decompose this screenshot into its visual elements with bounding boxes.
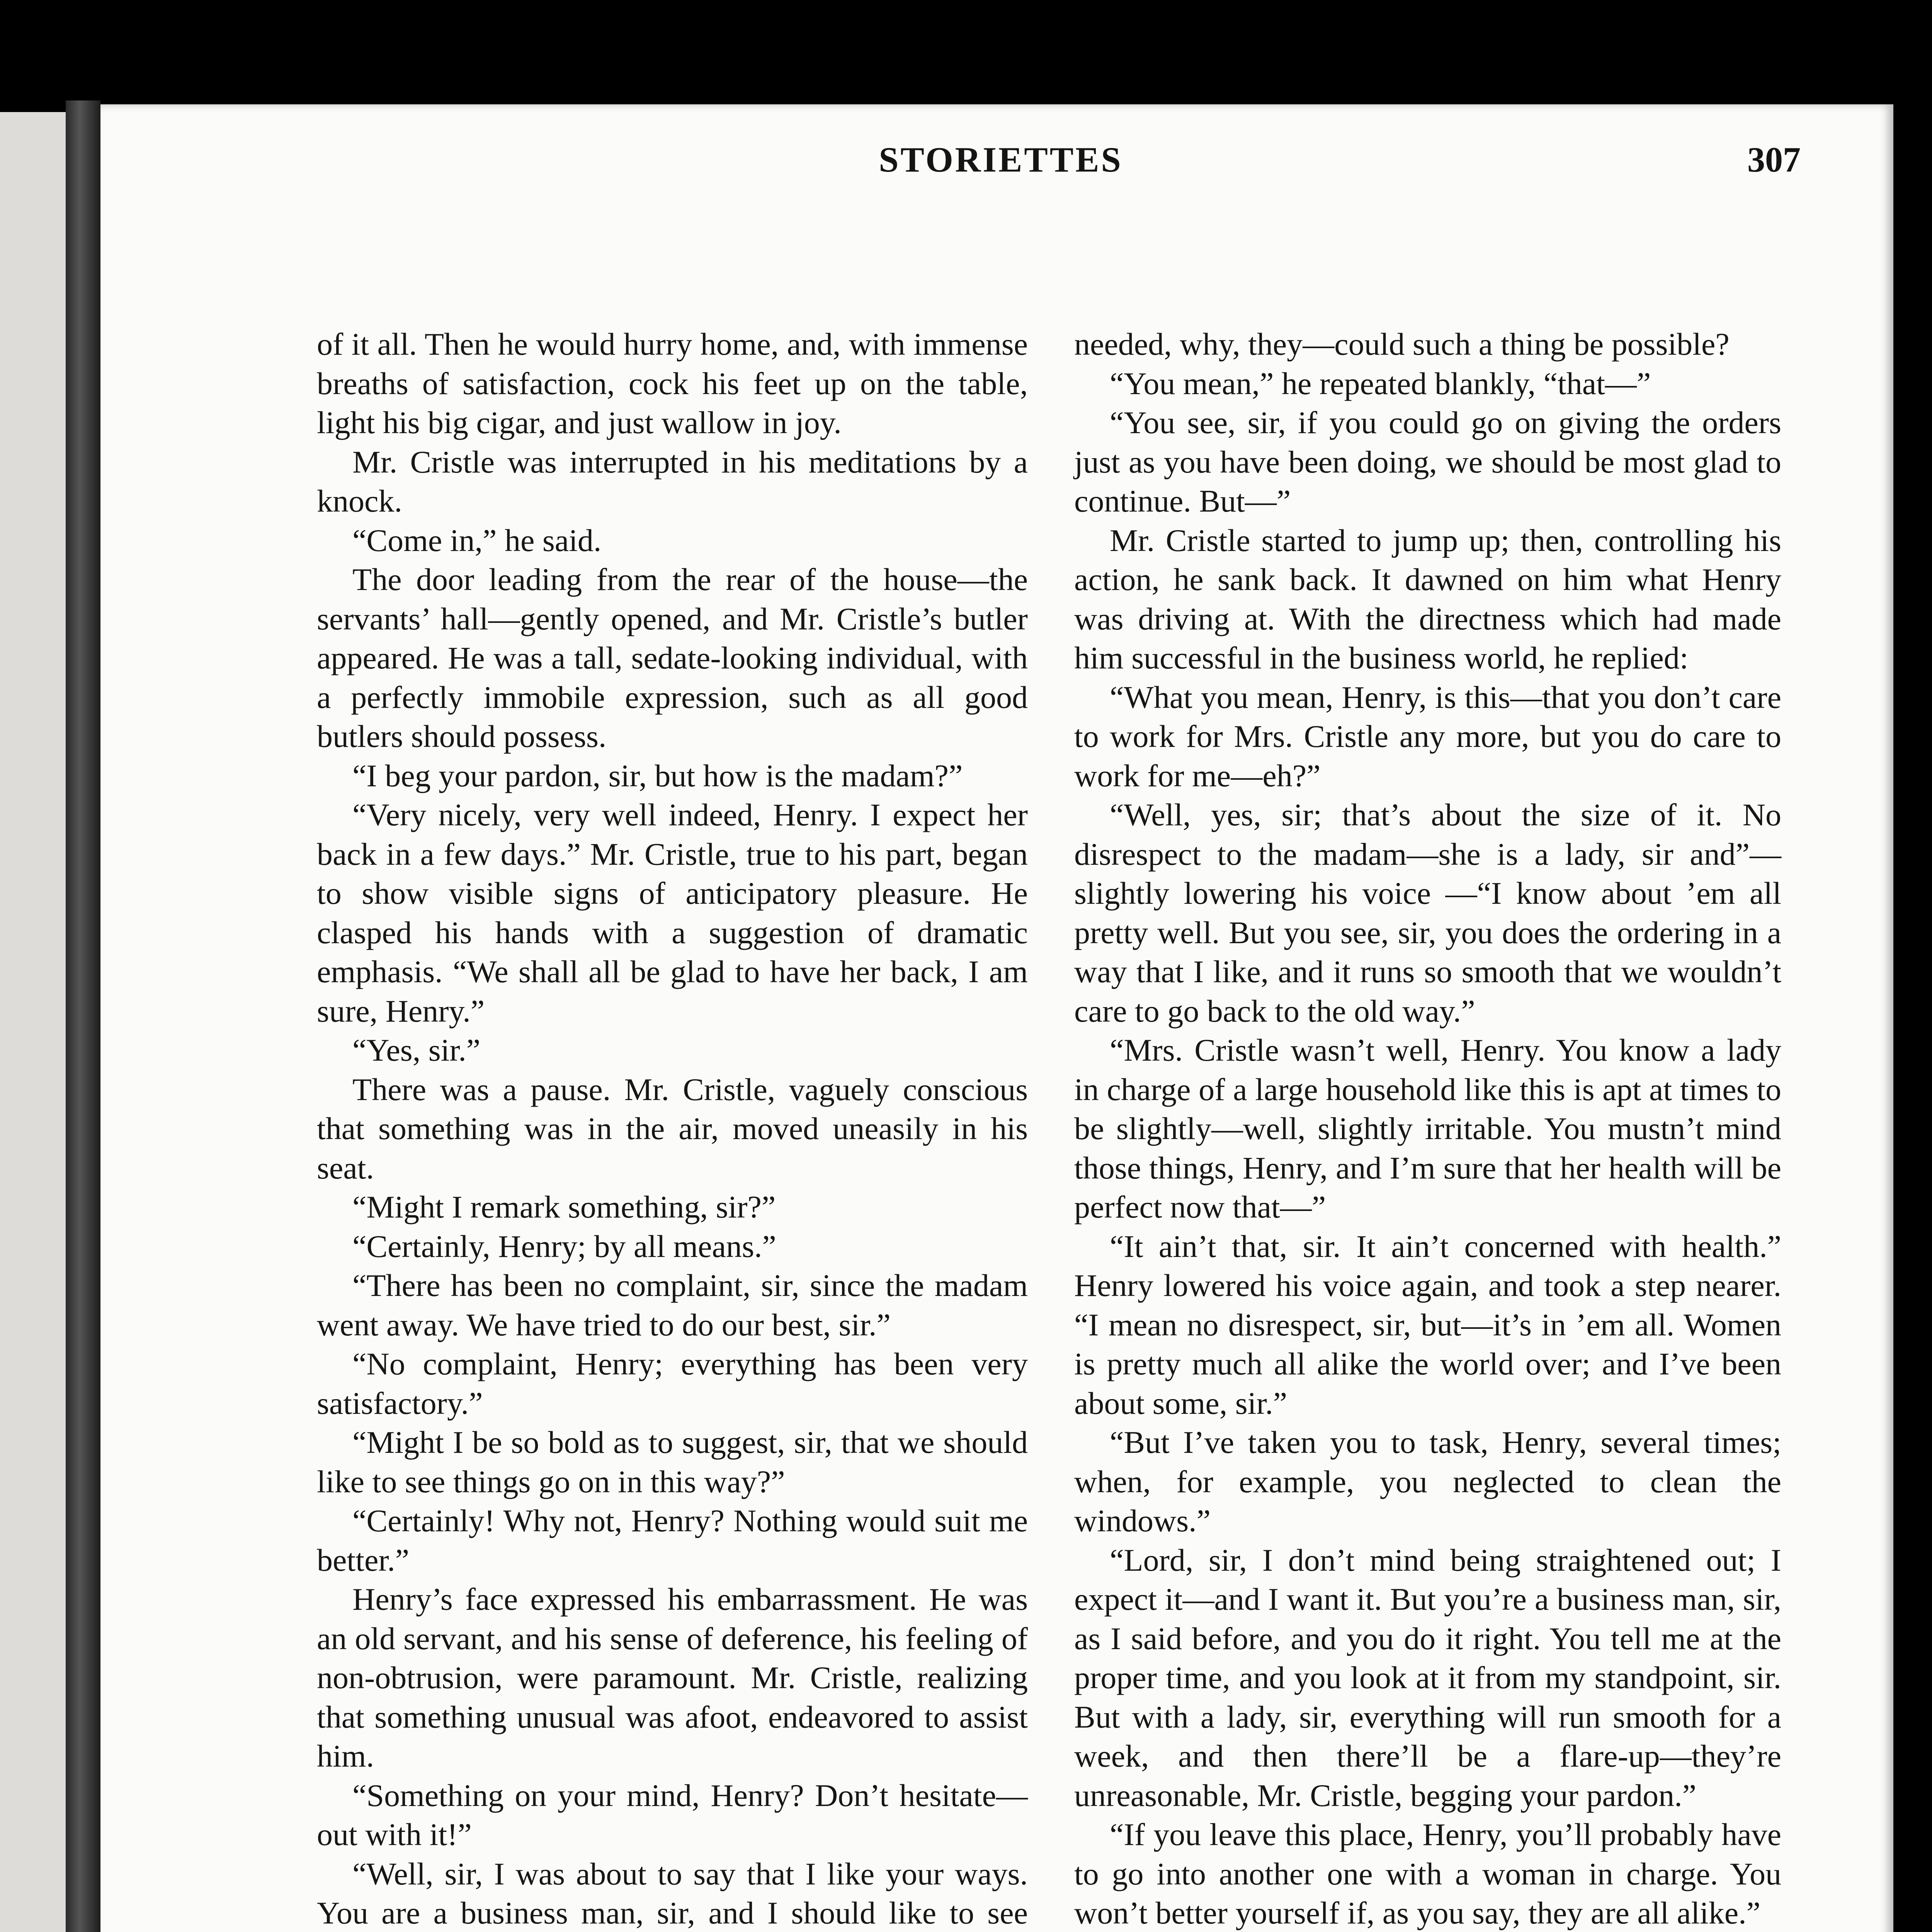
paragraph: “I beg your pardon, sir, but how is the madam?” [352,758,963,793]
paragraph: “You see, sir, if you could go on giving the orders just as you have been doing, we should be most glad to continue. But—” [1074,405,1781,519]
paragraph: “But I’ve taken you to task, Henry, several times; when, for example, you neglected to clean the windows.” [1074,1425,1781,1538]
page-header [201,135,1801,197]
paragraph: “Might I be so bold as to suggest, sir, that we should like to see things go on in this way?” [317,1425,1028,1499]
paragraph: “If you leave this place, Henry, you’ll probably have to go into another one with a woman in charge. You won’t better yourself if, as you say, they are all alike.” [1074,1817,1781,1930]
paragraph: Mr. Cristle started to jump up; then, controlling his action, he sank back. It dawned on him what Henry was driving at. With the directness which had made him successful in the business world, he replied: [1074,522,1781,675]
text-column-left [317,325,1028,1932]
paragraph: of it all. Then he would hurry home, and, with immense breaths of satisfaction, cock his feet up on the table, light his big cigar, and just wallow in joy. [317,327,1028,440]
paragraph: “Mrs. Cristle wasn’t well, Henry. You know a lady in charge of a large household like this is apt at times to be slightly—well, slightly irritable. You mustn’t mind those things, Henry, and I’m sure that her health will be perfect now that—” [1074,1032,1781,1225]
paragraph: “No complaint, Henry; everything has been very satisfactory.” [317,1346,1028,1421]
paragraph: “Something on your mind, Henry? Don’t hesitate—out with it!” [317,1777,1028,1852]
paragraph: “Yes, sir.” [352,1032,481,1068]
paragraph: “What you mean, Henry, is this—that you don’t care to work for Mrs. Cristle any more, but you do care to work for me—eh?” [1074,679,1781,793]
page-number: 307 [1747,140,1801,179]
paragraph: “It ain’t that, sir. It ain’t concerned with health.” Henry lowered his voice again, and took a step nearer. “I mean no disrespect, sir, but—it’s in ’em all. Women is pretty much all alike the world over; and I’ve been about some, sir.” [1074,1228,1781,1421]
paragraph: “Very nicely, very well indeed, Henry. I expect her back in a few days.” Mr. Cristle, true to his part, began to show visible signs of anticipatory pleasure. He clasped his hands with a suggestion of dramatic emphasis. “We shall all be glad to have her back, I am sure, Henry.” [317,797,1028,1029]
paragraph: “Certainly! Why not, Henry? Nothing would suit me better.” [317,1503,1028,1578]
paragraph: Mr. Cristle was interrupted in his meditations by a knock. [317,444,1028,519]
paragraph: “Well, yes, sir; that’s about the size of it. No disrespect to the madam—she is a lady, sir and”—slightly lowering his voice —“I know about ’em all pretty well. But you see, sir, you does the ordering in a way that I like, and it runs so smooth that we wouldn’t care to go back to the old way.” [1074,797,1781,1029]
paragraph: “There has been no complaint, sir, since the madam went away. We have tried to do our best, sir.” [317,1268,1028,1342]
paragraph: The door leading from the rear of the house—the servants’ hall—gently opened, and Mr. Cristle’s butler appeared. He was a tall, sedate-looking individual, with a perfectly immobile expression, such as all good butlers should possess. [317,562,1028,754]
paragraph: “Come in,” he said. [352,522,602,558]
paragraph: Henry’s face expressed his embarrassment. He was an old servant, and his sense of deference, his feeling of non-obtrusion, were paramount. Mr. Cristle, realizing that something unusual was afoot, endeavored to assist him. [317,1582,1028,1774]
paragraph: “Might I remark something, sir?” [352,1189,776,1225]
paragraph: needed, why, they—could such a thing be possible? [1074,327,1730,362]
paragraph: “You mean,” he repeated blankly, “that—” [1110,366,1651,401]
text-column-right [1074,325,1781,1932]
paragraph: “Lord, sir, I don’t mind being straightened out; I expect it—and I want it. But you’re a business man, sir, as I said before, and you do it right. You tell me at the proper time, and you look at it from my standpoint, sir. But with a lady, sir, everything will run smooth for a week, and then there’ll be a flare-up—they’re unreasonable, Mr. Cristle, begging your pardon.” [1074,1542,1781,1813]
paragraph: “Well, sir, I was about to say that I like your ways. You are a business man, sir, and I should like to see [317,1856,1028,1930]
paragraph: There was a pause. Mr. Cristle, vaguely conscious that something was in the air, moved uneasily in his seat. [317,1071,1028,1185]
running-head: STORIETTES [879,140,1123,179]
book-spine [66,100,100,1932]
paragraph: “Certainly, Henry; by all means.” [352,1228,776,1264]
